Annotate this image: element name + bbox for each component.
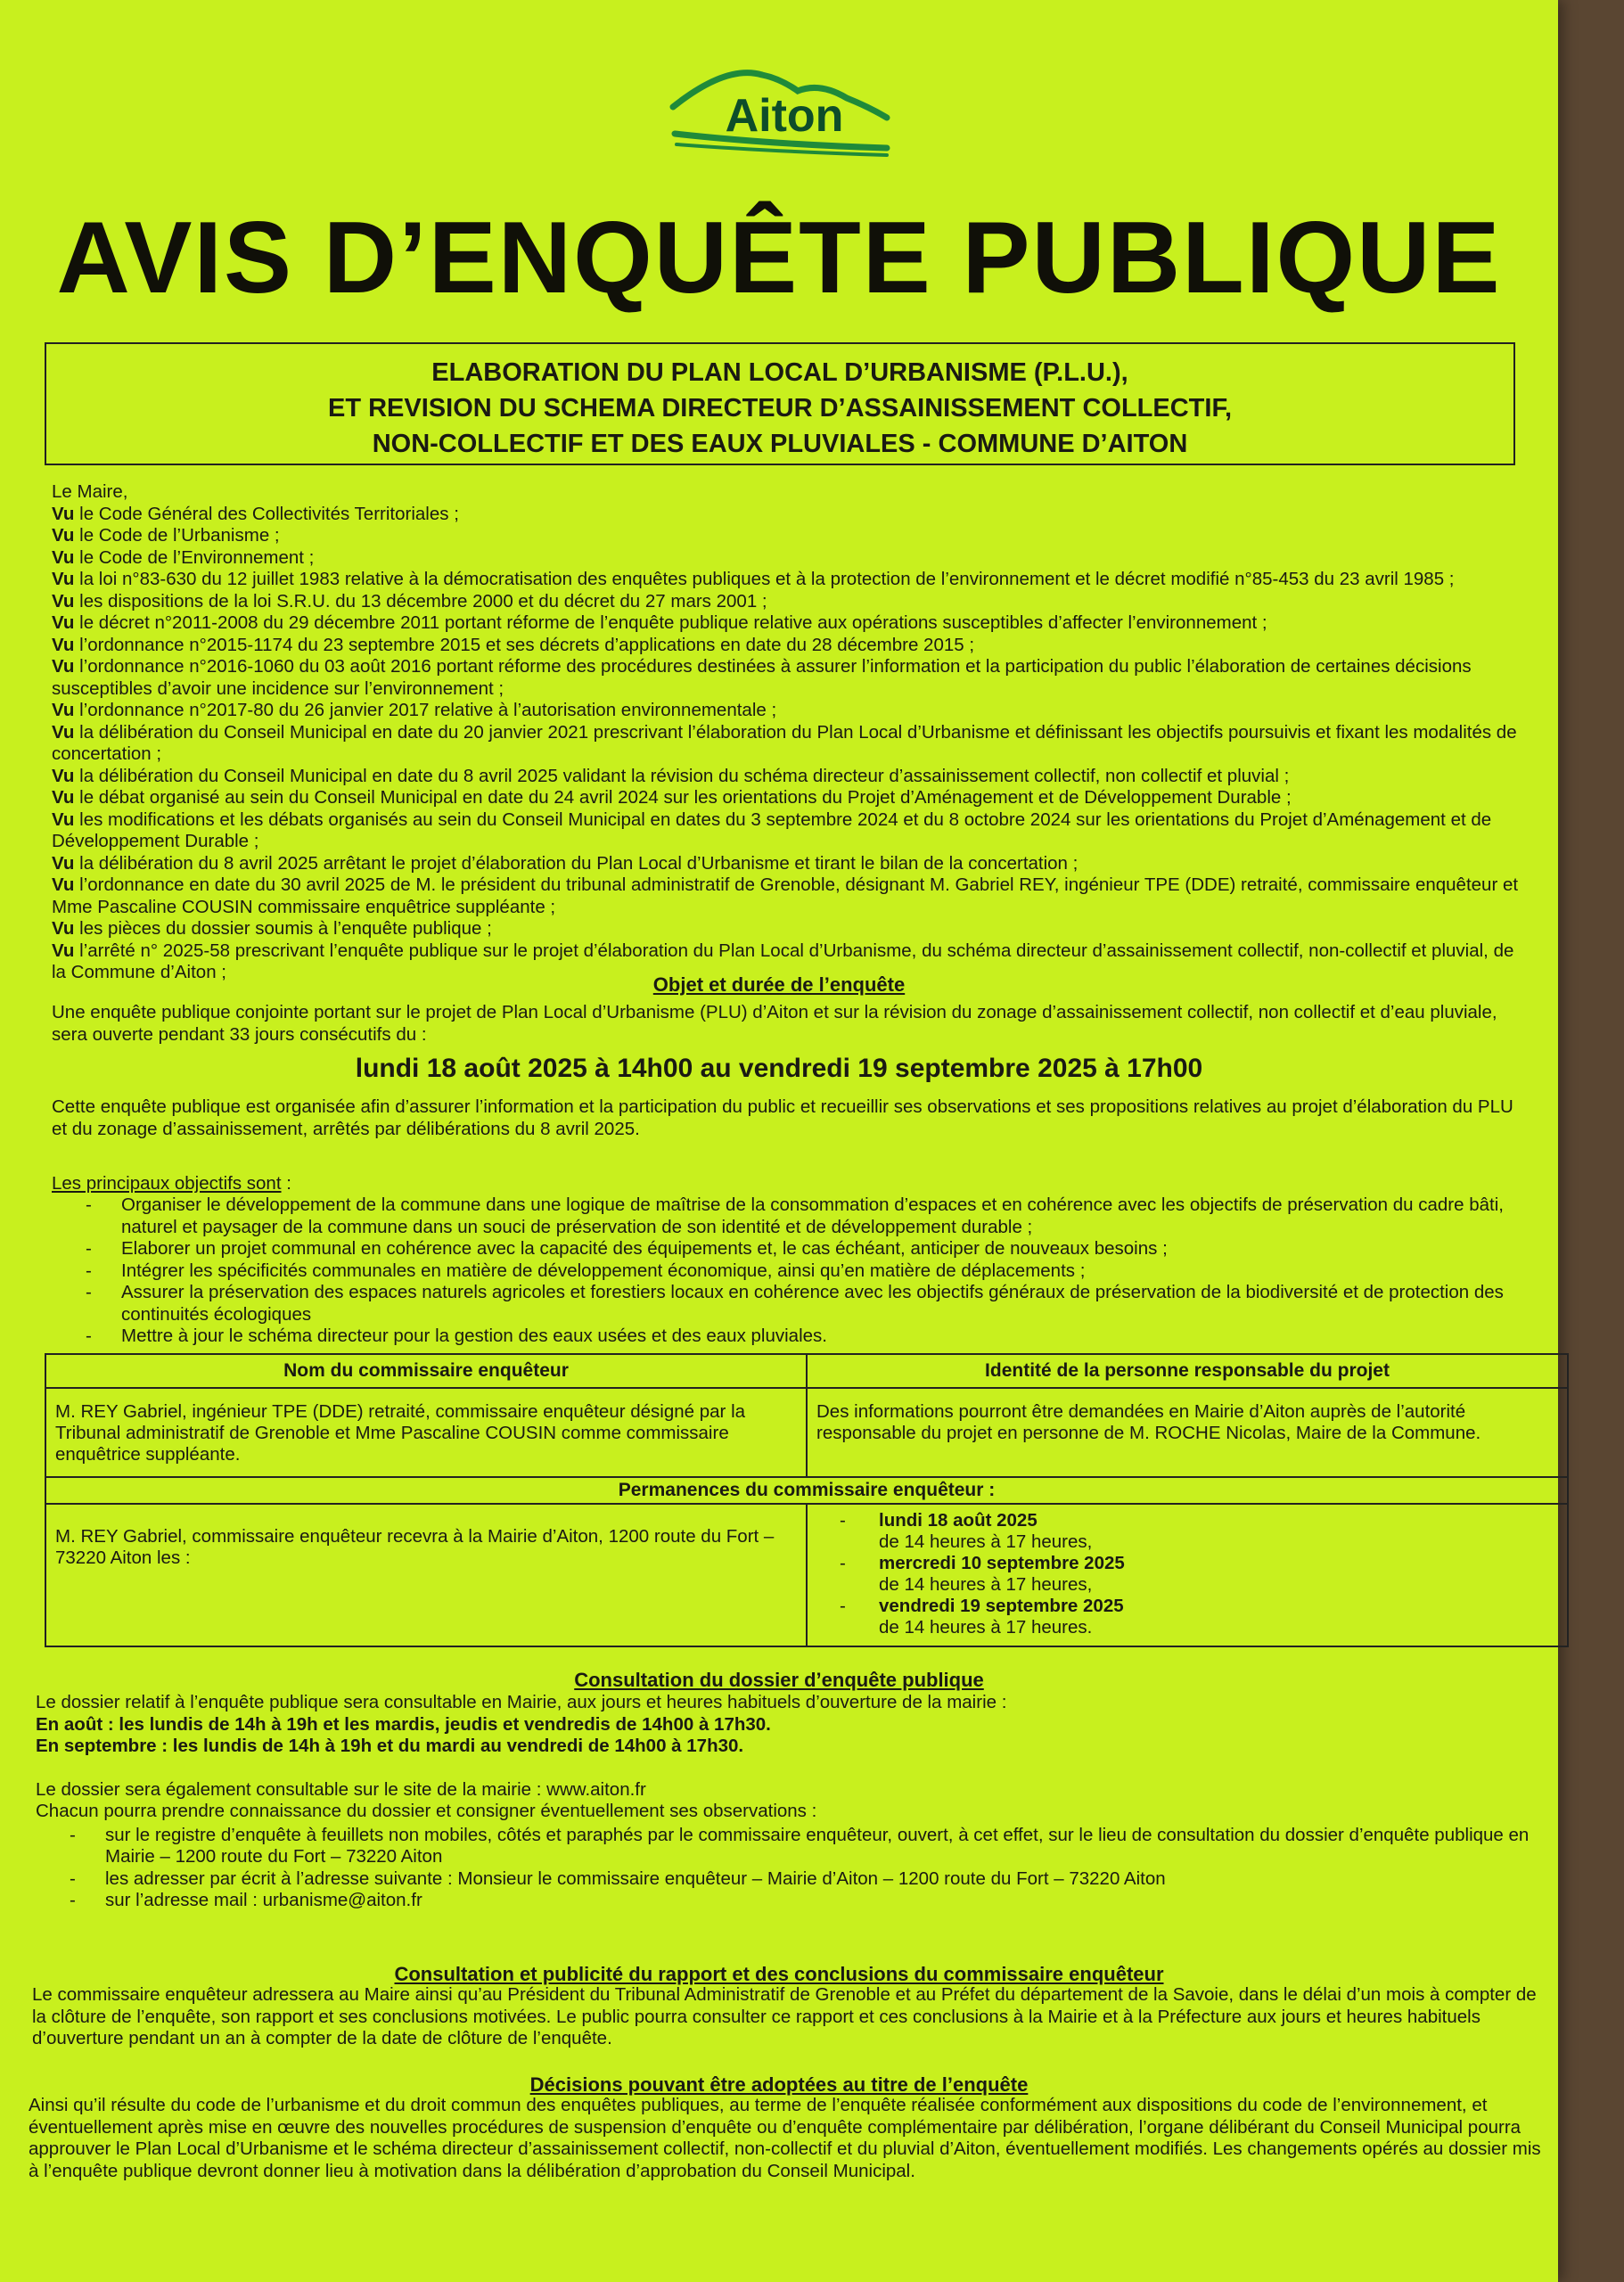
vu-item: Vu l’ordonnance n°2017-80 du 26 janvier 2017 relative à l’autorisation environnementale ; [52, 700, 777, 720]
subtitle-line: ELABORATION DU PLAN LOCAL D’URBANISME (P.L.U.), [431, 358, 1128, 387]
page-title: AVIS D’ENQUÊTE PUBLIQUE [56, 201, 1502, 315]
enquete-dates: lundi 18 août 2025 à 14h00 au vendredi 19 septembre 2025 à 17h00 [355, 1054, 1203, 1083]
vu-item: Vu le Code Général des Collectivités Territoriales ; [52, 503, 459, 524]
perm-hours: de 14 heures à 17 heures. [879, 1617, 1093, 1638]
consultation-line1: Le dossier relatif à l’enquête publique sera consultable en Mairie, aux jours et heures habituels d’ouverture de la mairie : [36, 1692, 1007, 1712]
vu-item: Vu le Code de l’Urbanisme ; [52, 525, 280, 546]
vu-item: Vu les pièces du dossier soumis à l’enquête publique ; [52, 918, 492, 939]
perm-hours: de 14 heures à 17 heures, [879, 1531, 1093, 1552]
perm-day: - mercredi 10 septembre 2025 [879, 1553, 1558, 1574]
consultation-site: Le dossier sera également consultable sur le site de la mairie : www.aiton.fr [36, 1778, 646, 1800]
consultation-chacun: Chacun pourra prendre connaissance du dossier et consigner éventuellement ses observations : [36, 1801, 817, 1821]
objective-item: - Elaborer un projet communal en cohérence avec la capacité des équipements et, le cas échéant, anticiper de nouveaux besoins ; [52, 1238, 1549, 1260]
table-header-responsable: Identité de la personne responsable du projet [807, 1354, 1568, 1388]
permanences-dates-cell [807, 1504, 1568, 1646]
objective-item: - Intégrer les spécificités communales en matière de développement économique, ainsi qu’en matière de déplacements ; [52, 1260, 1549, 1283]
commissaire-cell: M. REY Gabriel, ingénieur TPE (DDE) retraité, commissaire enquêteur désigné par la Tribunal administratif de Grenoble et Mme Pascaline COUSIN comme commissaire enquêtrice suppléante. [45, 1388, 807, 1477]
vu-item: Vu les dispositions de la loi S.R.U. du 13 décembre 2000 et du décret du 27 mars 2001 ; [52, 590, 767, 612]
decisions-text: Ainsi qu’il résulte du code de l’urbanisme et du droit commun des enquêtes publiques, au terme de l’enquête réalisée conformément aux dispositions du code de l’environnement, et éventuellement après mise en œuvre des nouvelles procédures de suspension d’enquête ou d’enquête complémentaire par délibération, l’organe délibérant du Conseil Municipal pourra approuver le Plan Local d’Urbanisme et le schéma directeur d’assainissement collectif, non-collectif et du pluvial d’Aiton, éventuellement modifiés. Les changements opérés au dossier mis à l’enquête publique devront donner lieu à motivation dans la délibération d’approbation du Conseil Municipal. [29, 2095, 1541, 2181]
section-title-objet: Objet et durée de l’enquête [652, 973, 906, 996]
consultation-block [36, 1692, 1533, 1912]
subtitle-line: NON-COLLECTIF ET DES EAUX PLUVIALES - COMMUNE D’AITON [372, 430, 1188, 458]
vu-item: Vu l’ordonnance en date du 30 avril 2025 de M. le président du tribunal administratif de Grenoble, désignant M. Gabriel REY, ingénieur TPE (DDE) retraité, commissaire enquêteur et Mme Pascaline COUSIN commissaire enquêtrice suppléante ; [52, 874, 1519, 917]
commissaire-table [45, 1353, 1569, 1647]
objet-para2: Cette enquête publique est organisée afin d’assurer l’information et la participation du public et recueillir ses observations et ses propositions relatives au projet d’élaboration du PLU et du zonage d’assainissement, arrêtés par délibérations du 8 avril 2025. [52, 1096, 1513, 1139]
vu-item: Vu la loi n°83-630 du 12 juillet 1983 relative à la démocratisation des enquêtes publiques et à la protection de l’environnement et le décret modifié n°85-453 du 23 avril 1985 ; [52, 569, 1455, 589]
subtitle-box [45, 342, 1515, 465]
objectives-title: Les principaux objectifs sont : [52, 1173, 291, 1194]
objectives-list [52, 1194, 1549, 1348]
perm-day: - lundi 18 août 2025 [879, 1510, 1558, 1531]
vu-item: Vu l’ordonnance n°2015-1174 du 23 septembre 2015 et ses décrets d’applications en date du 28 décembre 2015 ; [52, 634, 975, 655]
section-title-decisions: Décisions pouvant être adoptées au titre de l’enquête [529, 2073, 1029, 2096]
objective-item: - Assurer la préservation des espaces naturels agricoles et forestiers locaux en cohérence avec les objectifs généraux de préservation de la biodiversité et de protection des continuités écologiques [52, 1282, 1549, 1326]
objective-item: - Organiser le développement de la commune dans une logique de maîtrise de la consommation d’espaces et en cohérence avec les objectifs de préservation du cadre bâti, naturel et paysager de la commune dans un souci de préservation de son identité et de développement durable ; [52, 1194, 1549, 1238]
aiton-logo [664, 55, 896, 171]
vu-item: Vu le débat organisé au sein du Conseil Municipal en date du 24 avril 2024 sur les orientations du Projet d’Aménagement et de Développement Durable ; [52, 787, 1292, 808]
section-title-publicite: Consultation et publicité du rapport et des conclusions du commissaire enquêteur [394, 1963, 1164, 1985]
permanences-header: Permanences du commissaire enquêteur : [45, 1477, 1568, 1504]
perm-day: - vendredi 19 septembre 2025 [879, 1596, 1558, 1617]
vu-item: Vu la délibération du 8 avril 2025 arrêtant le projet d’élaboration du Plan Local d’Urbanisme et tirant le bilan de la concertation ; [52, 852, 1079, 874]
table-header-commissaire: Nom du commissaire enquêteur [45, 1354, 807, 1388]
subtitle-line: ET REVISION DU SCHEMA DIRECTEUR D’ASSAINISSEMENT COLLECTIF, [328, 394, 1232, 423]
vu-item: Vu l’ordonnance n°2016-1060 du 03 août 2016 portant réforme des procédures destinées à assurer l’information et la participation du public l’élaboration de certaines décisions susceptibles d’avoir une incidence sur l’environnement ; [52, 656, 1472, 699]
intro: Le Maire, [52, 481, 128, 502]
consultation-aout: En août : les lundis de 14h à 19h et les mardis, jeudis et vendredis de 14h00 à 17h30. [36, 1713, 771, 1735]
consultation-item: - sur l’adresse mail : urbanisme@aiton.fr [36, 1890, 1533, 1912]
publicite-text: Le commissaire enquêteur adressera au Maire ainsi qu’au Président du Tribunal Administratif de Grenoble et au Préfet du département de la Savoie, dans le délai d’un mois à compter de la clôture de l’enquête, son rapport et ses conclusions motivées. Le public pourra consulter ce rapport et ces conclusions à la Mairie et à la Préfecture aux jours et heures habituels d’ouverture pendant un an à compter de la date de clôture de l’enquête. [32, 1984, 1537, 2048]
vu-item: Vu la délibération du Conseil Municipal en date du 8 avril 2025 validant la révision du schéma directeur d’assainissement collectif, non collectif et pluvial ; [52, 765, 1290, 786]
vu-item: Vu les modifications et les débats organisés au sein du Conseil Municipal en dates du 3 septembre 2024 et du 8 octobre 2024 sur les orientations du Projet d’Aménagement et de Développement Durable ; [52, 809, 1492, 851]
objective-item: - Mettre à jour le schéma directeur pour la gestion des eaux usées et des eaux pluviales. [52, 1326, 1549, 1348]
logo-text: Aiton [725, 90, 844, 142]
consultation-item: - les adresser par écrit à l’adresse suivante : Monsieur le commissaire enquêteur – Mairie d’Aiton – 1200 route du Fort – 73220 Aiton [36, 1868, 1533, 1891]
permanences-text-cell: M. REY Gabriel, commissaire enquêteur recevra à la Mairie d’Aiton, 1200 route du Fort – 73220 Aiton les : [45, 1504, 807, 1646]
vu-item: Vu le Code de l’Environnement ; [52, 546, 315, 568]
vu-item: Vu la délibération du Conseil Municipal en date du 20 janvier 2021 prescrivant l’élaboration du Plan Local d’Urbanisme et définissant les objectifs poursuivis et fixant les modalités de concertation ; [52, 721, 1517, 764]
responsable-cell: Des informations pourront être demandées en Mairie d’Aiton auprès de l’autorité responsable du projet en personne de M. ROCHE Nicolas, Maire de la Commune. [807, 1388, 1568, 1477]
vu-item: Vu le décret n°2011-2008 du 29 décembre 2011 portant réforme de l’enquête publique relative aux opérations susceptibles d’affecter l’environnement ; [52, 612, 1267, 633]
perm-hours: de 14 heures à 17 heures, [879, 1574, 1093, 1595]
vu-item: Vu l’arrêté n° 2025-58 prescrivant l’enquête publique sur le projet d’élaboration du Plan Local d’Urbanisme, du schéma directeur d’assainissement collectif, non-collectif et pluvial, de la Commune d’Aiton ; [52, 940, 1514, 982]
section-title-consultation: Consultation du dossier d’enquête publique [574, 1669, 984, 1691]
consultation-septembre: En septembre : les lundis de 14h à 19h et du mardi au vendredi de 14h00 à 17h30. [36, 1736, 744, 1756]
vu-block [52, 481, 1531, 984]
consultation-item: - sur le registre d’enquête à feuillets non mobiles, côtés et paraphés par le commissaire enquêteur, ouvert, à cet effet, sur le lieu de consultation du dossier d’enquête publique en Mairie – 1200 route du Fort – 73220 Aiton [36, 1825, 1533, 1868]
objet-para1: Une enquête publique conjointe portant sur le projet de Plan Local d’Urbanisme (PLU) d’Aiton et sur la révision du zonage d’assainissement collectif, non collectif et d’eau pluviale, sera ouverte pendant 33 jours consécutifs du : [52, 1002, 1497, 1045]
